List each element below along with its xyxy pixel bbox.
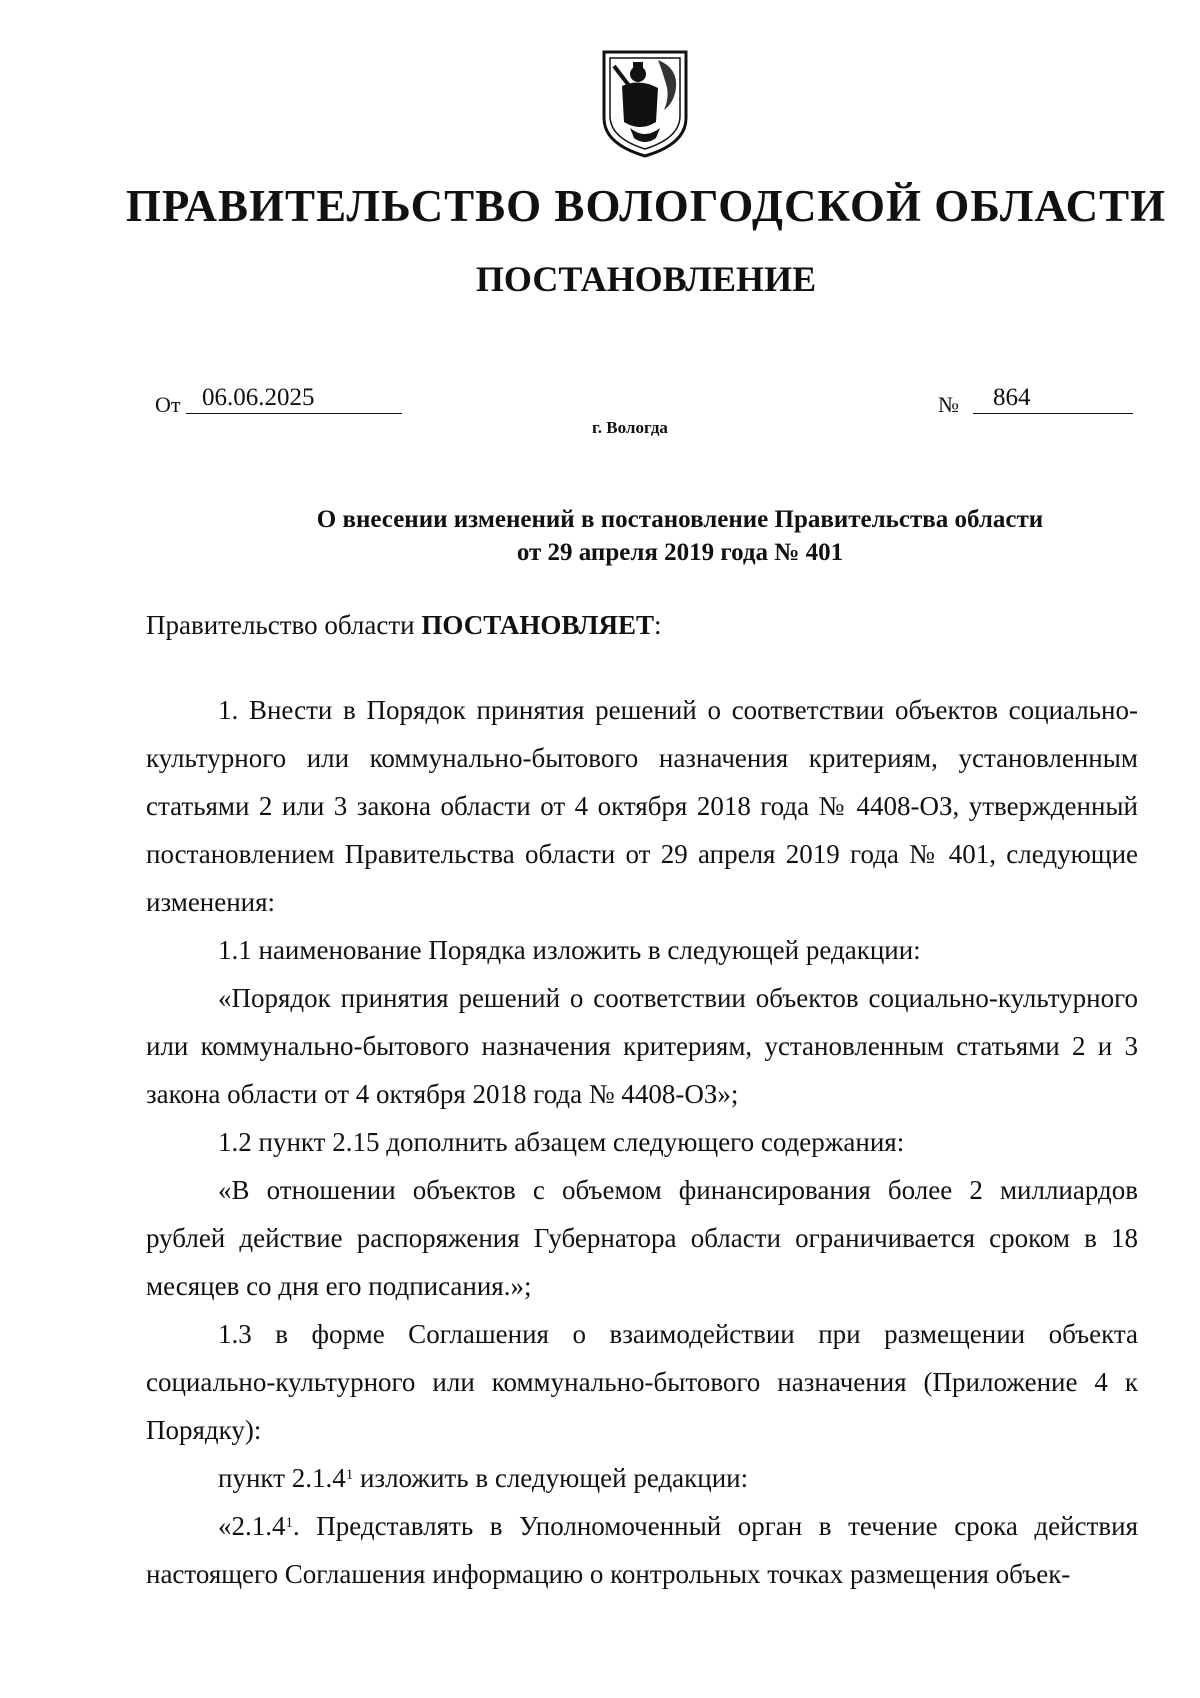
- intro-line: [146, 610, 662, 641]
- paragraph-1-2-quote: «В отношении объектов с объемом финансирования более 2 миллиардов рублей действие распоряжения Губернатора области ограничивается сроком в 18 месяцев со дня его подписания.»;: [146, 1175, 1138, 1301]
- item-ref-text: изложить в следующей редакции:: [353, 1463, 749, 1493]
- document-subject: [240, 503, 1120, 569]
- date-label: От: [155, 392, 181, 417]
- intro-prefix: Правительство области: [146, 610, 422, 640]
- item-ref: пункт 2.1.4: [218, 1463, 346, 1493]
- coat-of-arms-emblem: [600, 48, 690, 160]
- paragraph-1: 1. Внести в Порядок принятия решений о соответствии объектов социально-культурного или коммунально-бытового назначения критериям, установленным статьями 2 или 3 закона области от 4 октября 2018 года № 4408-ОЗ, утвержденный постановлением Правительства области от 29 апреля 2019 года № 401, следующие изменения:: [146, 695, 1138, 917]
- number-value: 864: [973, 383, 1133, 414]
- subject-line-1: О внесении изменений в постановление Правительства области: [316, 506, 1044, 533]
- paragraph-1-1: 1.1 наименование Порядка изложить в следующей редакции:: [218, 935, 921, 965]
- number-label: №: [938, 392, 959, 417]
- quote-ref-text: . Представлять в Уполномоченный орган в течение срока действия настоящего Соглашения информацию о контрольных точках размещения объек-: [146, 1511, 1138, 1589]
- item-ref-sup: 1: [345, 1467, 354, 1483]
- document-type: ПОСТАНОВЛЕНИЕ: [475, 259, 817, 299]
- intro-verb: ПОСТАНОВЛЯЕТ: [421, 610, 654, 640]
- paragraph-1-1-quote: «Порядок принятия решений о соответствии объектов социально-культурного или коммунально-бытового назначения критериям, установленным статьями 2 и 3 закона области от 4 октября 2018 года № 4408-ОЗ»;: [146, 983, 1138, 1109]
- intro-suffix: :: [653, 610, 662, 640]
- paragraph-1-3: 1.3 в форме Соглашения о взаимодействии при размещении объекта социально-культурного или коммунально-бытового назначения (Приложение 4 к Порядку):: [146, 1319, 1138, 1445]
- quote-ref-sup: 1: [285, 1515, 293, 1531]
- subject-line-2: от 29 апреля 2019 года № 401: [516, 539, 844, 566]
- organization-title: ПРАВИТЕЛЬСТВО ВОЛОГОДСКОЙ ОБЛАСТИ: [125, 181, 1167, 231]
- date-value: 06.06.2025: [186, 383, 402, 414]
- paragraph-1-2: 1.2 пункт 2.15 дополнить абзацем следующего содержания:: [218, 1127, 905, 1157]
- document-body: [146, 686, 1138, 1598]
- city-label: г. Вологда: [592, 418, 668, 437]
- paragraph-item-2-1-4: [146, 1454, 1138, 1502]
- quote-ref: «2.1.4: [218, 1511, 286, 1541]
- paragraph-item-2-1-4-quote: [146, 1502, 1138, 1598]
